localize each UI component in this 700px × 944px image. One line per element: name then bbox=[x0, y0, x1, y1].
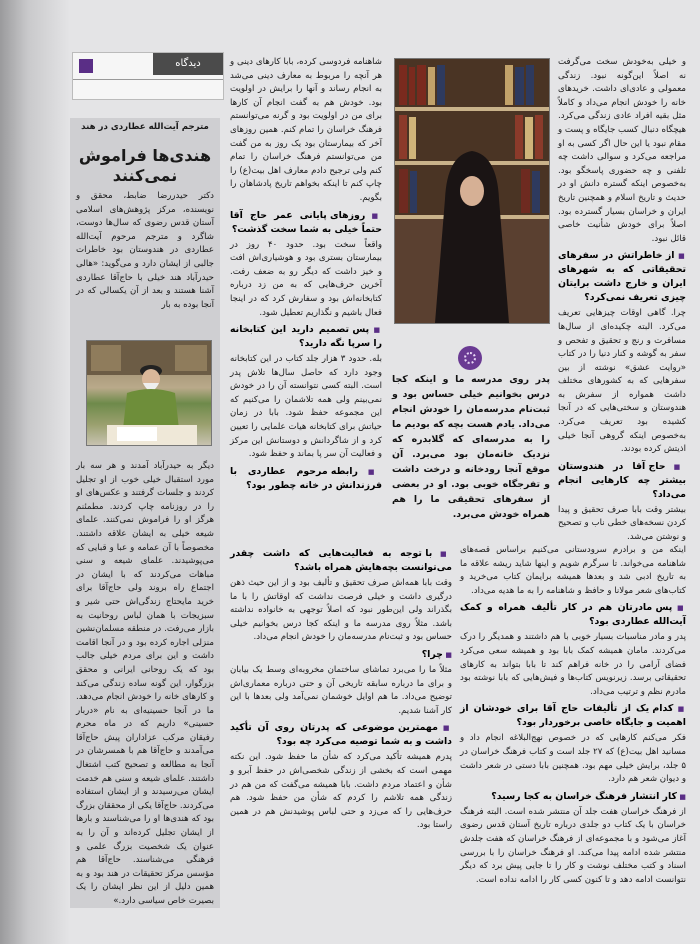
pull-quote: پدر روی مدرسه ما و اینکه کجا درس بخوانیم خیلی حساس بود و ثبت‌نام مدرسه‌مان را خودش انجام می‌داد. یادم هست بچه که بودیم ما را به مدرسه‌ای که گلابدره که نزدیک خانه‌مان بود می‌برد. آن موقع آنجا رودخانه و درخت داشت و تفرجگاه خوبی بود. او در بعضی از سفرهای تحقیقی ما را هم همراه خودش می‌برد. bbox=[392, 374, 550, 520]
question: ■ روزهای پایانی عمر حاج آقا حتماً خیلی به شما سخت گذشت؟ bbox=[230, 209, 382, 237]
paragraph: مثلاً ما را می‌برد تماشای ساختمان مخروبه‌ای وسط یک بیابان و برای ما درباره سابقه تاریخی آن و حتی درباره معماری‌اش توضیح می‌داد. ما هم اوایل خوشمان نمی‌آمد ولی بعدها با این کار آشنا شدیم. bbox=[230, 664, 452, 716]
photo-interviewee bbox=[394, 58, 550, 324]
sidebar-paragraph: دیگر به حیدرآباد آمدند و هر سه بار مورد استقبال خیلی خوب از او تجلیل کردند و جلسات گرفتند و عکس‌های او را در روزنامه چاپ کردند. مطمئنم هرگز او را فراموش نمی‌کنند. علمای شیعه خیلی به ایشان علاقه داشتند. مخصوصاً با آن عمامه و عبا و قبایی که می‌پوشیدند. علمای شیعه و سنی مباهات می‌کردند که با ایشان در اجتماع راه بروند ولی حاج‌آقا برای خرید مایحتاج زندگی‌اش حتی شیر و سبزیجات با همان لباس روحانیت به بازار می‌رفت. در منطقه مسلمان‌نشین منزلی اجاره کرده بود و در آنجا اقامت داشت و این برای مردم خیلی جالب بود که یک روحانی ایرانی و محقق بزرگوار، این گونه ساده زندگی می‌کند و کارهای خانه را خودش انجام می‌دهد. ما در آنجا حسینیه‌ای به نام «دربار حسینی» داریم که در ماه محرم رفیقان مرکب عزاداران پیش حاج‌آقا می‌آمدند و حاج‌آقا هم با همسرشان در آنجا به مطالعه و تصحیح کتب اشتغال داشتند. علمای شیعه و سنی هم خدمت ایشان می‌رسیدند و از ایشان استفاده می‌کردند. حاج‌آقا یکی از محققان بزرگ بود که هندی‌ها او را می‌شناسند و بارها از ایشان تجلیل کرده‌اند و آن را به عنوان یک شخصیت بزرگ علمی و فرهنگی می‌شناسند. حاج‌آقا هم مؤسس مرکز تحقیقات در هند بود و به همین دلیل از این نظر ایشان را یک بصیرت خاص سیاسی دارد.» bbox=[76, 461, 214, 906]
paragraph: شاهنامه فردوسی کرده، بابا کارهای دینی و هر آنچه را مربوط به معارف دینی می‌شد به انجام رساند و آنها را برایش در اولویت بود. خودش هم به گفت انجام آن کارها برای من در اولویت بود و گرنه می‌توانستم فرهنگ خراسان را تمام کنم. همین روزهای آخر که بیمارستان بود یک روز به من گفت من می‌توانستم فرهنگ خراسان را تمام کنم ولی ترجیح دادم معارف اهل بیت(ع) را چاپ کنم تا اینکه بخواهم تاریخ پادشاهان را بگویم. bbox=[230, 57, 382, 203]
bookshelf-portrait bbox=[395, 59, 549, 323]
paragraph: اینکه من و برادرم سرودستانی می‌کنیم براساس قصه‌های شاهنامه می‌خواند. تا سرگرم شویم و اینها شاید ریشه علاقه ما به تاریخ ادبی شد و بعدها همیشه برایمان کتاب می‌خرید و کتاب‌های شعر مولانا و حافظ و شاهنامه را به ما هدیه می‌داد. bbox=[460, 545, 686, 596]
question: ■ پس مادرتان هم در کار تألیف همراه و کمک آیت‌الله عطاردی بود؟ bbox=[460, 601, 686, 629]
question: ■ کدام یک از تألیفات حاج آقا برای خودشان از اهمیت و جایگاه خاصی برخوردار بود؟ bbox=[460, 702, 686, 730]
column-bottom-middle bbox=[230, 544, 452, 932]
column-right bbox=[558, 56, 686, 543]
sidebar-kicker: مترجم آیت‌الله عطاردی در هند bbox=[81, 122, 209, 132]
paragraph: از فرهنگ خراسان هفت جلد آن منتشر شده است. البته فرهنگ خراسان با یک کتاب دو جلدی درباره تاریخ آستان قدس رضوی آغاز می‌شود و با مجموعه‌ای از فرهنگ خراسان که هفت جلدش منتشر شده ادامه پیدا می‌کند. او فرهنگ خراسان را با بررسی اسناد و کتب مختلف نوشت و کار را تا جایی پیش برد که دیگر نتوانست ادامه دهد و تا کنون کسی کار را ادامه نداده است. bbox=[460, 806, 686, 885]
column-bottom-right bbox=[460, 544, 686, 932]
question: ■ چرا؟ bbox=[230, 648, 452, 662]
sidebar-text-top bbox=[76, 190, 214, 332]
purple-square-icon bbox=[79, 59, 93, 73]
question: ■ پس تصمیم دارید این کتابخانه را سرپا نگه دارید؟ bbox=[230, 323, 382, 351]
sidebar-paragraph: دکتر حیدررضا ضابط، محقق و نویسنده، مرکز پژوهش‌های اسلامی آستان قدس رضوی که سال‌ها دوست، شاگرد و مترجم مرحوم آیت‌الله عطاردی در هندوستان بود خاطرات جالبی از ایشان دارد و می‌گوید: «هالی حیدرآباد هند خیلی با حاج‌آقا عطاردی آشنا هستند و بعد از آن یکسالی که در آنجا بوده به بار bbox=[76, 191, 214, 310]
sidebar-title: هندی‌ها فراموش نمی‌کنند bbox=[78, 146, 212, 185]
paragraph: و خیلی به‌خودش سخت می‌گرفت نه اصلاً این‌گونه نبود. زندگی معمولی و عادی‌ای داشت. خریدهای خانه را خودش انجام می‌داد و کاملاً مثل بقیه افراد عادی زندگی می‌کرد. هیچگاه دنبال کسب جایگاه و پست و مقام نبود یا این حال اگر کسی به او مراجعه می‌کرد و سوالی داشت چه تلفنی و چه حضوری پاسخگو بود. به‌خصوص اینکه گستره دانش او در حدیث و تاریخ اسلام و همچنین تاریخ ایران و خراسان بسیار گسترده بود. اصلاً برای خودش شأنیت خاصی قائل نبود. bbox=[558, 57, 686, 244]
question: ■ از خاطراتش در سفرهای تحقیقاتی که به شهرهای ایران و خارج داشت برایتان چیزی تعریف نمی‌کرد؟ bbox=[558, 249, 686, 305]
question: ■ کار انتشار فرهنگ خراسان به کجا رسید؟ bbox=[460, 790, 686, 804]
question: ■ رابطه مرحوم عطاردی با فرزندانش در خانه چطور بود؟ bbox=[230, 465, 382, 493]
paragraph: بیشتر وقت بابا صرف تحقیق و پیدا کردن نسخه‌های خطی ناب و تصحیح و نوشتن می‌شد. bbox=[558, 504, 686, 543]
section-tag bbox=[72, 52, 224, 100]
ornament-icon bbox=[458, 346, 482, 370]
paragraph: بله. حدود ۳ هزار جلد کتاب در این کتابخانه وجود دارد که حاصل سال‌ها تلاش پدر است. البته کسی نتوانسته آن را در خودش نمی‌بینم ولی همه تلاشمان را می‌کنیم که این مجموعه حفظ شود. بابا در زمان حیاتش برای کتابخانه هیات علمایی را تعیین کرد و از شاگردانش و دوستانش این مرکز و فعالیت آن سر پا بماند و حفظ شود. bbox=[230, 354, 383, 460]
scholar-illustration bbox=[87, 341, 211, 445]
question: ■ با توجه به فعالیت‌هایی که داشت چقدر می‌توانست بچه‌هایش همراه باشد؟ bbox=[230, 547, 452, 575]
paragraph: چرا. گاهی اوقات چیزهایی تعریف می‌کرد. البته چکیده‌ای از سال‌ها مسافرت و رنج و تحقیق و تفحص و سفر به گوشه و کنار دنیا را در کتاب «روایت عشق» نوشته از بین سفرهایی که به کشورهای مختلف داشت همواره از سفرش به هندوستان و سختی‌هایی که در آنجا کشیده بود تعریف می‌کرد. به‌خصوص اینکه گروهی آنجا خیلی اذیتش کرده بودند. bbox=[558, 308, 686, 455]
divider bbox=[73, 79, 223, 80]
paragraph: پدر و مادر مناسبات بسیار خوبی با هم داشتند و همدیگر را درک می‌کردند. مامان همیشه کمک بابا بود و همیشه سعی می‌کرد فضای آرامی را در خانه فراهم کند تا بابا بتواند به کارهای تحقیقاتی برسد. زیرنویس کتاب‌ها و فیش‌هایی که بابا نوشته بود مادرم نظم و ترتیب می‌داد. bbox=[460, 632, 686, 697]
paragraph: وقت بابا همه‌اش صرف تحقیق و تألیف بود و از این حیث ذهن درگیری داشت و خیلی فرصت نداشت که اوقاتش را با ما بگذراند ولی این‌طور نبود که اصلاً توجهی به خانواده نداشته باشد. مثلاً روی مدرسه ما و اینکه کجا درس بخوانیم خیلی حساس بود و ثبت‌نام مدرسه‌مان را خودش انجام می‌داد. bbox=[230, 578, 452, 643]
question: ■ مهمترین موضوعی که پدرتان روی آن تأکید داشت و به شما توصیه می‌کرد چه بود؟ bbox=[230, 721, 452, 749]
column-middle bbox=[230, 56, 382, 536]
paragraph: فکر می‌کنم کارهایی که در خصوص نهج‌البلاغه انجام داد و مسانید اهل بیت(ع) که ۲۷ جلد است و کتاب فرهنگ خراسان در ۵ جلد، برایش خیلی مهم بود. همچنین بابا دستی در شعر داشت و دیوان شعر هم دارد. bbox=[460, 733, 686, 785]
question: ■ حاج آقا در هندوستان بیشتر چه کارهایی انجام می‌داد؟ bbox=[558, 460, 686, 502]
paragraph: پدرم همیشه تأکید می‌کرد که شأن ما حفظ شود. این نکته مهمی است که بخشی از زندگی شخصی‌اش در حفظ آبرو و شأن و اعتماد مردم داشت. بابا همیشه می‌گفت که من هم در زندگی همه تلاشم را کردم که شأن من حفظ شود. هم حرف‌هایی را که می‌زد و حتی لباس پوشیدنش هم در همین راستا بود. bbox=[230, 752, 452, 831]
photo-scholar-writing bbox=[86, 340, 212, 446]
section-label: دیدگاه bbox=[153, 53, 223, 75]
paragraph: واقعاً سخت بود. حدود ۴۰ روز در بیمارستان بستری بود و هوشیاری‌اش افت و خیز داشت که دیگر رو به ضعف رفت. آخرین حرف‌هایی که به من زد درباره کتابخانه‌اش بود و سفارش کرد که در اینجا فعال باشیم و نگذاریم تعطیل شود. bbox=[230, 239, 383, 318]
sidebar-text-bottom bbox=[76, 460, 214, 904]
page-gutter-shadow bbox=[0, 0, 70, 944]
